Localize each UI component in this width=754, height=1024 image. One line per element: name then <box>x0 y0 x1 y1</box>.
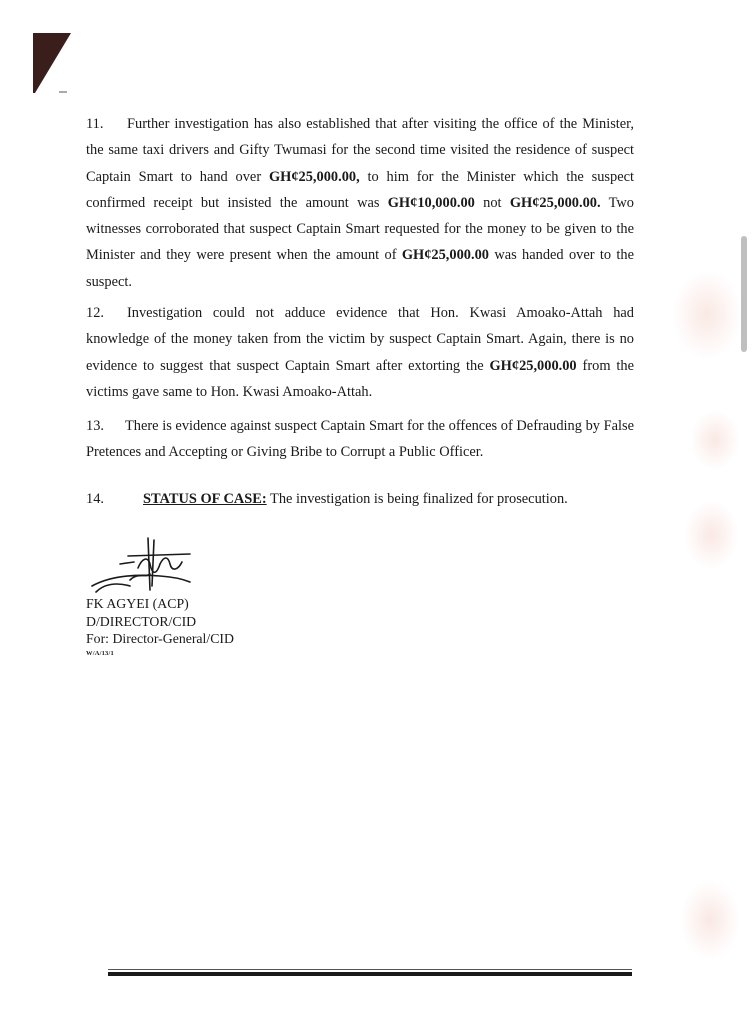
scrollbar-thumb[interactable] <box>741 236 747 352</box>
paragraph-14 <box>86 486 634 512</box>
paragraph-13 <box>86 413 634 466</box>
paragraph-text: was handed over to the suspect. <box>86 247 634 290</box>
paragraph-number: 11. <box>86 116 104 132</box>
paragraph-11 <box>86 111 634 295</box>
paragraph-text: Two witnesses corroborated that suspect Captain Smart requested for the money to be given to the Minister and they were present when the amount of <box>86 194 634 264</box>
dark-corner-mark-icon <box>33 33 73 95</box>
footer-divider <box>108 972 632 976</box>
footer-divider-thin <box>108 969 632 970</box>
paragraph-text: Investigation could not adduce evidence that Hon. Kwasi Amoako-Attah had knowledge of the money taken from the victim by suspect Captain Smart. Again, there is no evidence to suggest that suspect Captain Smart after extorting the <box>86 305 634 374</box>
paragraph-12 <box>86 300 634 405</box>
signatory-for-line: For: Director-General/CID <box>86 631 234 646</box>
amount-bold: GH¢25,000.00 <box>489 357 577 374</box>
amount-bold: GH¢10,000.00 <box>387 194 475 211</box>
scan-smudge <box>680 880 740 960</box>
paragraph-number: 14. <box>86 491 104 507</box>
signatory-name: FK AGYEI (ACP) <box>86 596 189 611</box>
status-of-case-label: STATUS OF CASE: <box>143 491 267 507</box>
paragraph-text: not <box>474 194 510 211</box>
paragraph-text: There is evidence against suspect Captain Smart for the offences of Defrauding by False Pretences and Accepting or Giving Bribe to Corrupt a Public Officer. <box>86 418 634 461</box>
paragraph-text: from the victims gave same to Hon. Kwasi Amoako-Attah. <box>86 357 634 400</box>
paragraph-number: 13. <box>86 418 104 434</box>
signatory-title: D/DIRECTOR/CID <box>86 613 197 629</box>
amount-bold: GH¢25,000.00. <box>509 194 601 211</box>
paragraph-text: The investigation is being finalized for prosecution. <box>266 491 568 507</box>
handwritten-signature-icon <box>90 534 200 598</box>
scan-smudge <box>690 410 740 470</box>
amount-bold: GH¢25,000.00 <box>401 247 489 264</box>
paragraph-number: 12. <box>86 305 104 321</box>
scan-smudge <box>672 270 742 360</box>
signature-block <box>86 595 234 648</box>
amount-bold: GH¢25,000.00, <box>268 168 360 185</box>
paragraph-text: to him for the Minister which the suspect confirmed receipt but insisted the amount was <box>86 168 634 211</box>
paragraph-text: Further investigation has also established that after visiting the office of the Minister, the same taxi drivers and Gifty Twumasi for the second time visited the residence of suspect Captain Smart to hand over <box>86 116 634 185</box>
reference-code: W/A/13/1 <box>86 650 114 657</box>
scan-smudge <box>684 500 739 570</box>
